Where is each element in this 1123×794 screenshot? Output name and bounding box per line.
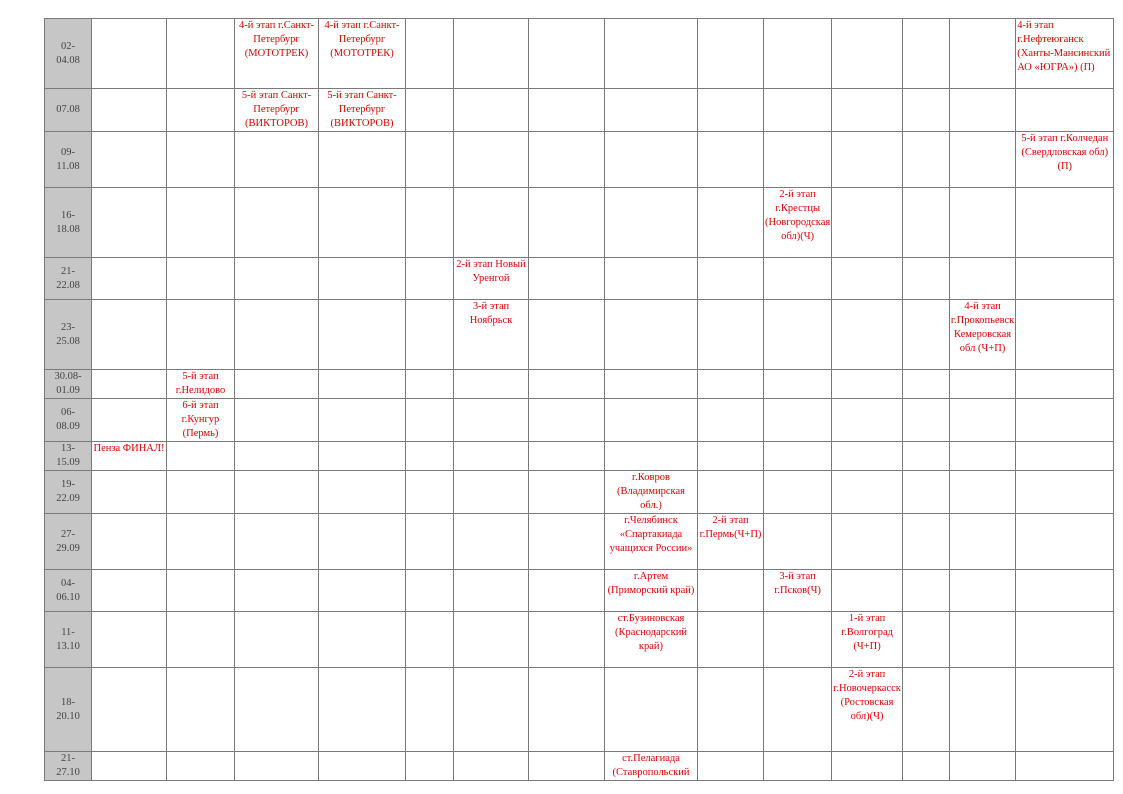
event-cell xyxy=(949,752,1015,781)
schedule-row xyxy=(45,668,1114,752)
event-cell xyxy=(319,570,406,612)
event-cell xyxy=(319,188,406,258)
event-cell xyxy=(698,19,764,89)
event-cell xyxy=(764,89,832,132)
event-cell xyxy=(949,19,1015,89)
event-cell xyxy=(319,668,406,752)
event-cell xyxy=(529,300,605,370)
event-cell xyxy=(1016,89,1114,132)
event-cell: г.Артем (Приморский край) xyxy=(605,570,698,612)
event-cell xyxy=(949,89,1015,132)
event-cell xyxy=(949,668,1015,752)
event-cell xyxy=(605,370,698,399)
schedule-row xyxy=(45,258,1114,300)
event-cell xyxy=(698,471,764,514)
event-cell xyxy=(92,668,167,752)
event-cell xyxy=(92,399,167,442)
event-cell xyxy=(319,399,406,442)
event-cell xyxy=(529,370,605,399)
event-cell: г.Ковров (Владимирская обл.) xyxy=(605,471,698,514)
event-cell: 4-й этап г.Санкт-Петербург (МОТОТРЕК) xyxy=(235,19,319,89)
event-cell xyxy=(529,442,605,471)
event-cell xyxy=(235,442,319,471)
event-cell xyxy=(902,300,949,370)
schedule-row xyxy=(45,300,1114,370)
event-cell xyxy=(902,89,949,132)
event-cell xyxy=(949,399,1015,442)
event-cell xyxy=(605,89,698,132)
event-cell xyxy=(406,612,454,668)
event-cell xyxy=(235,300,319,370)
event-cell xyxy=(698,752,764,781)
event-cell xyxy=(949,370,1015,399)
event-cell xyxy=(529,752,605,781)
event-cell: г.Челябинск «Спартакиада учащихся России» xyxy=(605,514,698,570)
event-cell xyxy=(406,89,454,132)
event-cell xyxy=(605,399,698,442)
event-cell xyxy=(406,399,454,442)
event-cell: 4-й этап г.Прокопьевск Кемеровская обл (Ч+П) xyxy=(949,300,1015,370)
event-cell xyxy=(605,19,698,89)
event-cell xyxy=(1016,258,1114,300)
schedule-table xyxy=(44,18,1114,781)
event-cell xyxy=(832,89,903,132)
event-cell xyxy=(406,514,454,570)
event-cell: 1-й этап г.Волгоград (Ч+П) xyxy=(832,612,903,668)
event-cell xyxy=(167,89,235,132)
event-cell xyxy=(454,752,529,781)
schedule-row xyxy=(45,399,1114,442)
event-cell xyxy=(764,370,832,399)
date-cell: 18- 20.10 xyxy=(45,668,92,752)
event-cell xyxy=(529,258,605,300)
date-cell: 16- 18.08 xyxy=(45,188,92,258)
event-cell xyxy=(832,399,903,442)
event-cell xyxy=(406,132,454,188)
event-cell xyxy=(698,89,764,132)
event-cell xyxy=(92,370,167,399)
event-cell xyxy=(454,89,529,132)
event-cell xyxy=(529,514,605,570)
date-cell: 07.08 xyxy=(45,89,92,132)
event-cell xyxy=(902,132,949,188)
event-cell xyxy=(529,570,605,612)
event-cell xyxy=(454,514,529,570)
date-cell: 09- 11.08 xyxy=(45,132,92,188)
event-cell xyxy=(319,471,406,514)
event-cell xyxy=(1016,612,1114,668)
event-cell xyxy=(949,132,1015,188)
event-cell xyxy=(529,132,605,188)
event-cell xyxy=(902,514,949,570)
schedule-row xyxy=(45,471,1114,514)
event-cell xyxy=(529,89,605,132)
event-cell xyxy=(832,442,903,471)
event-cell xyxy=(698,442,764,471)
event-cell xyxy=(832,188,903,258)
event-cell xyxy=(167,668,235,752)
event-cell: Пенза ФИНАЛ! xyxy=(92,442,167,471)
event-cell xyxy=(902,258,949,300)
event-cell: 3-й этап г.Псков(Ч) xyxy=(764,570,832,612)
event-cell xyxy=(1016,570,1114,612)
event-cell xyxy=(454,668,529,752)
schedule-row xyxy=(45,752,1114,781)
event-cell xyxy=(764,612,832,668)
event-cell xyxy=(319,514,406,570)
event-cell xyxy=(698,668,764,752)
event-cell xyxy=(764,300,832,370)
event-cell xyxy=(454,132,529,188)
event-cell xyxy=(698,370,764,399)
event-cell xyxy=(764,19,832,89)
date-cell: 11- 13.10 xyxy=(45,612,92,668)
event-cell xyxy=(406,19,454,89)
event-cell xyxy=(529,612,605,668)
event-cell: 6-й этап г.Кунгур (Пермь) xyxy=(167,399,235,442)
event-cell xyxy=(454,442,529,471)
event-cell xyxy=(1016,188,1114,258)
schedule-row xyxy=(45,370,1114,399)
event-cell xyxy=(235,752,319,781)
event-cell xyxy=(949,258,1015,300)
event-cell xyxy=(235,471,319,514)
event-cell xyxy=(698,399,764,442)
date-cell: 23- 25.08 xyxy=(45,300,92,370)
event-cell xyxy=(698,612,764,668)
event-cell xyxy=(454,399,529,442)
event-cell xyxy=(167,514,235,570)
schedule-row xyxy=(45,570,1114,612)
schedule-row xyxy=(45,188,1114,258)
event-cell: ст.Пелагиада (Ставропольский xyxy=(605,752,698,781)
schedule-row xyxy=(45,132,1114,188)
event-cell xyxy=(1016,370,1114,399)
date-cell: 30.08- 01.09 xyxy=(45,370,92,399)
event-cell xyxy=(1016,752,1114,781)
event-cell xyxy=(902,668,949,752)
event-cell xyxy=(319,442,406,471)
event-cell xyxy=(454,188,529,258)
event-cell xyxy=(235,514,319,570)
event-cell xyxy=(529,188,605,258)
event-cell xyxy=(529,668,605,752)
schedule-row xyxy=(45,514,1114,570)
event-cell xyxy=(949,570,1015,612)
event-cell xyxy=(167,570,235,612)
event-cell xyxy=(319,612,406,668)
event-cell xyxy=(902,442,949,471)
event-cell xyxy=(529,399,605,442)
event-cell xyxy=(605,258,698,300)
event-cell xyxy=(92,89,167,132)
date-cell: 13- 15.09 xyxy=(45,442,92,471)
event-cell xyxy=(764,258,832,300)
event-cell: 5-й этап г.Колчедан (Свердловская обл)(П) xyxy=(1016,132,1114,188)
event-cell xyxy=(902,370,949,399)
event-cell xyxy=(92,300,167,370)
event-cell xyxy=(1016,442,1114,471)
event-cell xyxy=(235,668,319,752)
event-cell xyxy=(235,570,319,612)
event-cell xyxy=(832,471,903,514)
event-cell xyxy=(406,370,454,399)
schedule-body xyxy=(45,19,1114,781)
event-cell: 3-й этап Ноябрьск xyxy=(454,300,529,370)
event-cell xyxy=(235,399,319,442)
event-cell xyxy=(406,752,454,781)
event-cell xyxy=(902,19,949,89)
event-cell xyxy=(1016,471,1114,514)
event-cell xyxy=(902,612,949,668)
event-cell xyxy=(764,668,832,752)
event-cell xyxy=(406,570,454,612)
event-cell xyxy=(406,188,454,258)
event-cell xyxy=(92,514,167,570)
event-cell xyxy=(319,752,406,781)
event-cell xyxy=(1016,514,1114,570)
event-cell: 2-й этап г.Крестцы (Новгородская обл)(Ч) xyxy=(764,188,832,258)
event-cell xyxy=(605,442,698,471)
event-cell xyxy=(406,258,454,300)
schedule-row xyxy=(45,19,1114,89)
event-cell xyxy=(529,471,605,514)
event-cell: 5-й этап г.Нелидово xyxy=(167,370,235,399)
event-cell xyxy=(902,399,949,442)
event-cell xyxy=(406,442,454,471)
schedule-row xyxy=(45,89,1114,132)
date-cell: 27- 29.09 xyxy=(45,514,92,570)
event-cell xyxy=(1016,399,1114,442)
event-cell xyxy=(319,258,406,300)
event-cell: ст.Бузиновская (Краснодарский край) xyxy=(605,612,698,668)
event-cell xyxy=(764,471,832,514)
schedule-row xyxy=(45,612,1114,668)
event-cell xyxy=(949,514,1015,570)
event-cell xyxy=(605,188,698,258)
event-cell xyxy=(832,300,903,370)
event-cell xyxy=(454,612,529,668)
event-cell xyxy=(92,471,167,514)
date-cell: 21- 22.08 xyxy=(45,258,92,300)
event-cell xyxy=(902,188,949,258)
event-cell xyxy=(832,132,903,188)
event-cell xyxy=(406,471,454,514)
event-cell xyxy=(235,612,319,668)
event-cell xyxy=(832,19,903,89)
event-cell xyxy=(167,612,235,668)
event-cell xyxy=(92,132,167,188)
event-cell xyxy=(832,752,903,781)
event-cell xyxy=(698,300,764,370)
event-cell xyxy=(167,752,235,781)
event-cell xyxy=(949,612,1015,668)
event-cell xyxy=(698,258,764,300)
event-cell xyxy=(902,570,949,612)
event-cell xyxy=(949,442,1015,471)
event-cell: 2-й этап г.Пермь(Ч+П) xyxy=(698,514,764,570)
event-cell xyxy=(454,19,529,89)
event-cell: 4-й этап г.Нефтеюганск (Ханты-Мансинский АО «ЮГРА») (П) xyxy=(1016,19,1114,89)
event-cell xyxy=(167,258,235,300)
event-cell xyxy=(764,752,832,781)
event-cell xyxy=(1016,300,1114,370)
event-cell xyxy=(698,188,764,258)
event-cell xyxy=(167,471,235,514)
event-cell xyxy=(92,612,167,668)
event-cell xyxy=(832,514,903,570)
event-cell xyxy=(1016,668,1114,752)
event-cell xyxy=(902,471,949,514)
event-cell xyxy=(605,668,698,752)
event-cell: 5-й этап Санкт-Петербург (ВИКТОРОВ) xyxy=(235,89,319,132)
event-cell xyxy=(949,188,1015,258)
event-cell xyxy=(167,132,235,188)
event-cell xyxy=(764,399,832,442)
event-cell xyxy=(454,471,529,514)
event-cell xyxy=(319,370,406,399)
event-cell xyxy=(235,188,319,258)
event-cell xyxy=(605,300,698,370)
event-cell xyxy=(454,370,529,399)
event-cell: 5-й этап Санкт-Петербург (ВИКТОРОВ) xyxy=(319,89,406,132)
event-cell xyxy=(319,132,406,188)
event-cell xyxy=(902,752,949,781)
event-cell xyxy=(92,19,167,89)
event-cell xyxy=(698,570,764,612)
event-cell xyxy=(764,514,832,570)
event-cell: 2-й этап Новый Уренгой xyxy=(454,258,529,300)
event-cell xyxy=(235,132,319,188)
event-cell xyxy=(92,570,167,612)
date-cell: 04- 06.10 xyxy=(45,570,92,612)
event-cell xyxy=(764,132,832,188)
event-cell xyxy=(949,471,1015,514)
event-cell xyxy=(92,188,167,258)
date-cell: 19- 22.09 xyxy=(45,471,92,514)
event-cell xyxy=(529,19,605,89)
date-cell: 21- 27.10 xyxy=(45,752,92,781)
event-cell: 4-й этап г.Санкт-Петербург (МОТОТРЕК) xyxy=(319,19,406,89)
event-cell xyxy=(605,132,698,188)
event-cell xyxy=(406,300,454,370)
event-cell xyxy=(406,668,454,752)
event-cell xyxy=(698,132,764,188)
event-cell xyxy=(319,300,406,370)
event-cell xyxy=(167,442,235,471)
event-cell xyxy=(764,442,832,471)
event-cell xyxy=(235,370,319,399)
event-cell xyxy=(92,258,167,300)
event-cell: 2-й этап г.Новочеркасск (Ростовская обл)(Ч) xyxy=(832,668,903,752)
event-cell xyxy=(92,752,167,781)
date-cell: 02- 04.08 xyxy=(45,19,92,89)
event-cell xyxy=(832,370,903,399)
event-cell xyxy=(832,570,903,612)
schedule-row xyxy=(45,442,1114,471)
event-cell xyxy=(167,19,235,89)
event-cell xyxy=(167,188,235,258)
event-cell xyxy=(832,258,903,300)
date-cell: 06- 08.09 xyxy=(45,399,92,442)
event-cell xyxy=(235,258,319,300)
event-cell xyxy=(454,570,529,612)
event-cell xyxy=(167,300,235,370)
